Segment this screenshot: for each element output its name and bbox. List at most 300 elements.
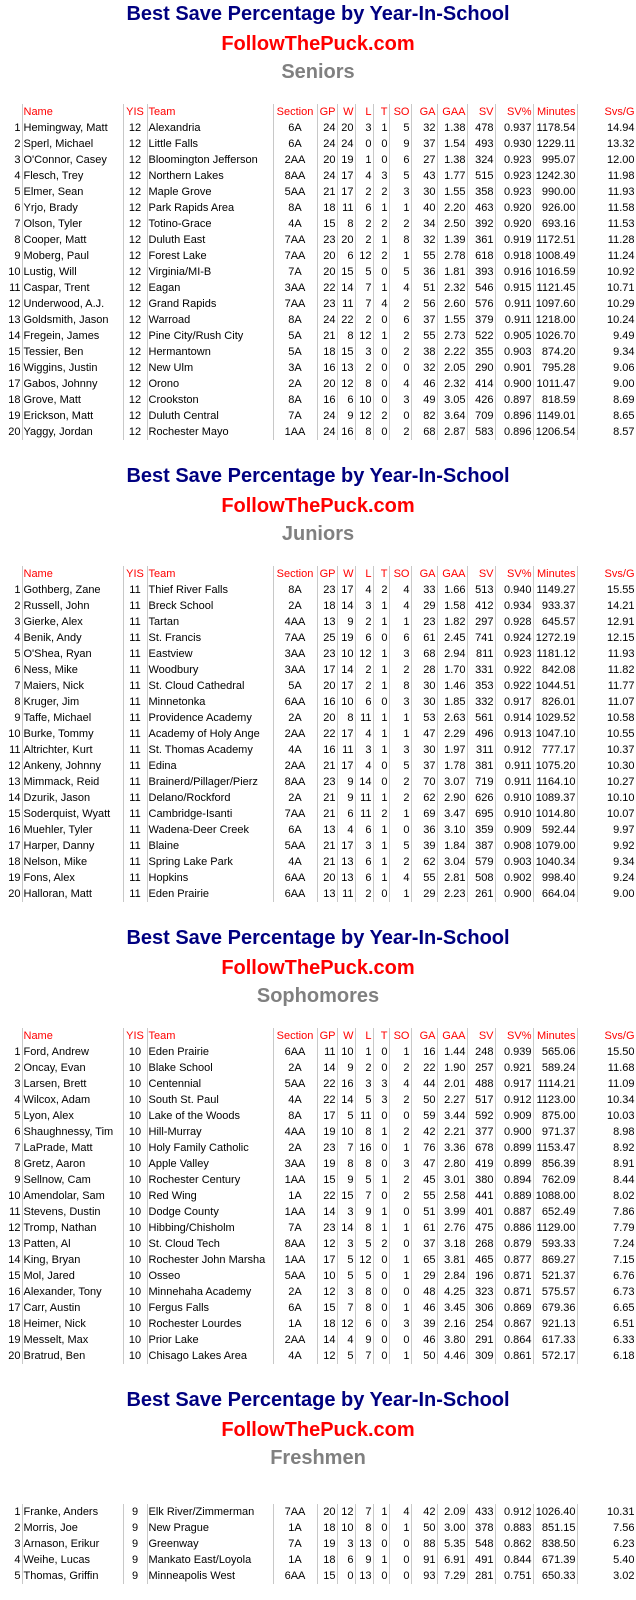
table-cell: 0 bbox=[389, 1284, 411, 1300]
table-cell: 0.930 bbox=[495, 136, 533, 152]
table-cell: 11 bbox=[337, 200, 355, 216]
table-cell: 0.910 bbox=[495, 790, 533, 806]
table-cell: 3.07 bbox=[437, 774, 467, 790]
table-cell: 61 bbox=[411, 1220, 437, 1236]
table-cell: 1047.10 bbox=[533, 726, 577, 742]
table-cell: 0 bbox=[373, 886, 389, 902]
table-cell: 433 bbox=[467, 1504, 495, 1520]
table-cell: 0 bbox=[373, 1568, 389, 1584]
table-cell: 0.924 bbox=[495, 630, 533, 646]
table-cell: Soderquist, Wyatt bbox=[22, 806, 123, 822]
table-cell: 20 bbox=[0, 424, 22, 440]
table-cell: 7A bbox=[273, 264, 317, 280]
table-cell: 20 bbox=[317, 152, 337, 168]
table-cell: 826.01 bbox=[533, 694, 577, 710]
table-cell: 1 bbox=[389, 1300, 411, 1316]
table-row bbox=[0, 1044, 636, 1060]
table-cell: 2A bbox=[273, 790, 317, 806]
table-cell: 2.29 bbox=[437, 726, 467, 742]
table-cell: 8.02 bbox=[577, 1188, 636, 1204]
table-cell: 55 bbox=[411, 1188, 437, 1204]
table-cell: 11.98 bbox=[577, 168, 636, 184]
table-cell: 17 bbox=[0, 1300, 22, 1316]
table-cell: 7 bbox=[0, 216, 22, 232]
table-cell: 1026.40 bbox=[533, 1504, 577, 1520]
table-cell: Wilcox, Adam bbox=[22, 1092, 123, 1108]
table-cell: Benik, Andy bbox=[22, 630, 123, 646]
table-cell: 15 bbox=[317, 1568, 337, 1584]
table-cell: 5 bbox=[0, 1108, 22, 1124]
table-cell: 3 bbox=[355, 1076, 373, 1092]
table-cell: 19 bbox=[337, 630, 355, 646]
table-cell: 4 bbox=[389, 280, 411, 296]
table-cell: 11 bbox=[123, 838, 147, 854]
table-row bbox=[0, 216, 636, 232]
table-cell: 5 bbox=[337, 1108, 355, 1124]
table-cell: 24 bbox=[337, 136, 355, 152]
table-cell: 62 bbox=[411, 854, 437, 870]
table-cell: Rochester Mayo bbox=[147, 424, 273, 440]
header-cell: GA bbox=[411, 104, 437, 120]
header-cell: SV bbox=[467, 104, 495, 120]
table-cell: 3AA bbox=[273, 646, 317, 662]
table-cell: 0 bbox=[337, 1568, 355, 1584]
table-header-row bbox=[0, 1028, 636, 1044]
table-cell: 59 bbox=[411, 1108, 437, 1124]
table-cell: 361 bbox=[467, 232, 495, 248]
table-cell: O'Shea, Ryan bbox=[22, 646, 123, 662]
table-cell: 592.44 bbox=[533, 822, 577, 838]
table-cell: 9.00 bbox=[577, 886, 636, 902]
table-cell: 12 bbox=[317, 1348, 337, 1364]
table-cell: 1.77 bbox=[437, 168, 467, 184]
table-cell: 10 bbox=[0, 1188, 22, 1204]
table-cell: Flesch, Trey bbox=[22, 168, 123, 184]
table-cell: 12 bbox=[123, 136, 147, 152]
table-cell: 18 bbox=[317, 200, 337, 216]
table-cell: 248 bbox=[467, 1044, 495, 1060]
table-row bbox=[0, 1172, 636, 1188]
table-cell: Altrichter, Kurt bbox=[22, 742, 123, 758]
table-cell: Kruger, Jim bbox=[22, 694, 123, 710]
table-cell: 17 bbox=[337, 726, 355, 742]
header-cell: YIS bbox=[123, 1028, 147, 1044]
table-cell: 355 bbox=[467, 344, 495, 360]
header-cell: L bbox=[355, 104, 373, 120]
header-cell: SO bbox=[389, 104, 411, 120]
table-cell: 0.894 bbox=[495, 1172, 533, 1188]
table-cell: 1 bbox=[389, 1220, 411, 1236]
table-cell: 1 bbox=[373, 232, 389, 248]
table-cell: 14 bbox=[337, 1220, 355, 1236]
table-cell: 9 bbox=[123, 1504, 147, 1520]
table-cell: 1044.51 bbox=[533, 678, 577, 694]
table-cell: 1.82 bbox=[437, 614, 467, 630]
table-cell: 7 bbox=[0, 678, 22, 694]
table-cell: 10 bbox=[123, 1220, 147, 1236]
table-cell: 13.32 bbox=[577, 136, 636, 152]
table-cell: 14.21 bbox=[577, 598, 636, 614]
table-cell: 1.44 bbox=[437, 1044, 467, 1060]
table-cell: Dodge County bbox=[147, 1204, 273, 1220]
table-cell: St. Cloud Cathedral bbox=[147, 678, 273, 694]
table-cell: 4 bbox=[389, 376, 411, 392]
table-cell: 20 bbox=[317, 264, 337, 280]
table-cell: 11.82 bbox=[577, 662, 636, 678]
table-cell: 7AA bbox=[273, 248, 317, 264]
table-cell: 1097.60 bbox=[533, 296, 577, 312]
table-cell: Prior Lake bbox=[147, 1332, 273, 1348]
table-cell: 2 bbox=[0, 136, 22, 152]
table-cell: 12 bbox=[355, 646, 373, 662]
table-cell: 11 bbox=[123, 790, 147, 806]
header-cell: Svs/G bbox=[577, 566, 636, 582]
table-row bbox=[0, 790, 636, 806]
table-cell: 546 bbox=[467, 280, 495, 296]
table-cell: 9 bbox=[337, 774, 355, 790]
table-cell: 1A bbox=[273, 1316, 317, 1332]
table-cell: 18 bbox=[317, 344, 337, 360]
table-cell: 2.84 bbox=[437, 1268, 467, 1284]
table-cell: 25 bbox=[317, 630, 337, 646]
table-cell: Olson, Tyler bbox=[22, 216, 123, 232]
table-cell: 10.71 bbox=[577, 280, 636, 296]
table-cell: 18 bbox=[317, 1316, 337, 1332]
table-cell: 8 bbox=[355, 1284, 373, 1300]
table-row bbox=[0, 312, 636, 328]
table-cell: 2.87 bbox=[437, 424, 467, 440]
table-cell: Weihe, Lucas bbox=[22, 1552, 123, 1568]
table-cell: 9 bbox=[0, 710, 22, 726]
table-cell: 3.05 bbox=[437, 392, 467, 408]
header-cell: YIS bbox=[123, 104, 147, 120]
table-cell: 0.867 bbox=[495, 1316, 533, 1332]
table-cell: 1121.45 bbox=[533, 280, 577, 296]
table-cell: 10 bbox=[123, 1284, 147, 1300]
table-cell: 11 bbox=[123, 582, 147, 598]
table-cell: 6 bbox=[389, 312, 411, 328]
table-cell: 1 bbox=[0, 120, 22, 136]
header-cell: Section bbox=[273, 566, 317, 582]
table-cell: 0 bbox=[373, 1316, 389, 1332]
table-cell: 3.45 bbox=[437, 1300, 467, 1316]
table-cell: 10 bbox=[123, 1060, 147, 1076]
table-cell: 652.49 bbox=[533, 1204, 577, 1220]
section-title: Seniors bbox=[281, 61, 355, 83]
table-cell: 2 bbox=[355, 678, 373, 694]
table-cell: 11 bbox=[123, 662, 147, 678]
table-cell: Tromp, Nathan bbox=[22, 1220, 123, 1236]
table-cell: 3 bbox=[373, 168, 389, 184]
table-cell: 14 bbox=[337, 1092, 355, 1108]
table-cell: 1114.21 bbox=[533, 1076, 577, 1092]
table-cell: Cambridge-Isanti bbox=[147, 806, 273, 822]
table-cell: 0.911 bbox=[495, 312, 533, 328]
table-cell: 11 bbox=[123, 678, 147, 694]
table-cell: 21 bbox=[317, 854, 337, 870]
table-cell: 0 bbox=[373, 774, 389, 790]
table-cell: 8.65 bbox=[577, 408, 636, 424]
table-cell: 6 bbox=[355, 854, 373, 870]
table-cell: 11 bbox=[123, 710, 147, 726]
table-cell: 3AA bbox=[273, 280, 317, 296]
table-cell: 475 bbox=[467, 1220, 495, 1236]
table-cell: 4 bbox=[337, 1332, 355, 1348]
table-cell: 3 bbox=[389, 742, 411, 758]
table-cell: 2 bbox=[389, 328, 411, 344]
table-cell: 9 bbox=[355, 1204, 373, 1220]
table-cell: Larsen, Brett bbox=[22, 1076, 123, 1092]
header-cell-rank bbox=[0, 566, 22, 582]
table-cell: 3 bbox=[389, 1316, 411, 1332]
table-cell: 593.33 bbox=[533, 1236, 577, 1252]
header-cell: T bbox=[373, 566, 389, 582]
table-cell: 1075.20 bbox=[533, 758, 577, 774]
table-cell: 36 bbox=[411, 264, 437, 280]
table-cell: 1178.54 bbox=[533, 120, 577, 136]
table-cell: 7AA bbox=[273, 806, 317, 822]
table-cell: 11.93 bbox=[577, 184, 636, 200]
table-cell: 2.76 bbox=[437, 1220, 467, 1236]
header-cell: T bbox=[373, 104, 389, 120]
table-cell: 10 bbox=[123, 1252, 147, 1268]
table-cell: 3.18 bbox=[437, 1236, 467, 1252]
table-cell: 6 bbox=[355, 870, 373, 886]
table-cell: 20 bbox=[0, 886, 22, 902]
table-cell: 22 bbox=[337, 312, 355, 328]
table-cell: Park Rapids Area bbox=[147, 200, 273, 216]
table-cell: 10.10 bbox=[577, 790, 636, 806]
table-cell: 32 bbox=[411, 360, 437, 376]
table-cell: Hermantown bbox=[147, 344, 273, 360]
table-row bbox=[0, 280, 636, 296]
table-cell: 4A bbox=[273, 742, 317, 758]
table-cell: 2.90 bbox=[437, 790, 467, 806]
table-cell: 88 bbox=[411, 1536, 437, 1552]
table-cell: 3 bbox=[355, 120, 373, 136]
table-cell: Blake School bbox=[147, 1060, 273, 1076]
table-cell: 268 bbox=[467, 1236, 495, 1252]
table-cell: 10 bbox=[123, 1044, 147, 1060]
table-row bbox=[0, 710, 636, 726]
table-row bbox=[0, 296, 636, 312]
table-cell: 990.00 bbox=[533, 184, 577, 200]
table-cell: 851.15 bbox=[533, 1520, 577, 1536]
table-cell: 11 bbox=[123, 886, 147, 902]
table-cell: 16 bbox=[317, 742, 337, 758]
table-cell: 16 bbox=[355, 1140, 373, 1156]
table-cell: 20 bbox=[317, 678, 337, 694]
table-row bbox=[0, 184, 636, 200]
table-cell: 5 bbox=[0, 646, 22, 662]
table-cell: 332 bbox=[467, 694, 495, 710]
table-cell: 23 bbox=[317, 232, 337, 248]
table-cell: 9 bbox=[337, 408, 355, 424]
header-cell: SO bbox=[389, 1028, 411, 1044]
table-cell: 11 bbox=[337, 886, 355, 902]
table-cell: 11 bbox=[123, 630, 147, 646]
table-cell: 17 bbox=[337, 838, 355, 854]
table-cell: 1079.00 bbox=[533, 838, 577, 854]
table-cell: 2AA bbox=[273, 152, 317, 168]
table-cell: 0 bbox=[373, 360, 389, 376]
table-cell: 9.06 bbox=[577, 360, 636, 376]
header-cell: Section bbox=[273, 104, 317, 120]
table-cell: 6 bbox=[389, 630, 411, 646]
table-cell: 0.923 bbox=[495, 184, 533, 200]
table-cell: 10 bbox=[123, 1316, 147, 1332]
table-row bbox=[0, 376, 636, 392]
table-cell: 0.864 bbox=[495, 1332, 533, 1348]
table-cell: 0.905 bbox=[495, 328, 533, 344]
table-cell: 11 bbox=[123, 726, 147, 742]
table-cell: Wiggins, Justin bbox=[22, 360, 123, 376]
table-cell: 1 bbox=[389, 710, 411, 726]
table-cell: 4 bbox=[355, 582, 373, 598]
table-cell: 18 bbox=[317, 1552, 337, 1568]
table-cell: 9.92 bbox=[577, 838, 636, 854]
table-cell: Thomas, Griffin bbox=[22, 1568, 123, 1584]
table-cell: 5 bbox=[389, 120, 411, 136]
table-cell: 5 bbox=[389, 758, 411, 774]
table-row bbox=[0, 614, 636, 630]
table-cell: 15 bbox=[0, 344, 22, 360]
table-cell: O'Connor, Casey bbox=[22, 152, 123, 168]
table-cell: 18 bbox=[0, 854, 22, 870]
header-cell: SV% bbox=[495, 1028, 533, 1044]
table-cell: 7.56 bbox=[577, 1520, 636, 1536]
table-cell: 478 bbox=[467, 120, 495, 136]
table-cell: 2 bbox=[355, 312, 373, 328]
table-cell: 1040.34 bbox=[533, 854, 577, 870]
table-cell: Alexander, Tony bbox=[22, 1284, 123, 1300]
table-cell: LaPrade, Matt bbox=[22, 1140, 123, 1156]
table-cell: 5 bbox=[355, 1236, 373, 1252]
table-cell: 2.16 bbox=[437, 1316, 467, 1332]
table-cell: 261 bbox=[467, 886, 495, 902]
table-cell: 838.50 bbox=[533, 1536, 577, 1552]
table-cell: 12 bbox=[337, 1504, 355, 1520]
table-cell: 11 bbox=[123, 870, 147, 886]
table-cell: 1089.37 bbox=[533, 790, 577, 806]
table-cell: 7 bbox=[0, 1140, 22, 1156]
table-cell: 62 bbox=[411, 790, 437, 806]
table-cell: 1242.30 bbox=[533, 168, 577, 184]
table-cell: 0.900 bbox=[495, 1124, 533, 1140]
table-cell: 1 bbox=[373, 1124, 389, 1140]
table-cell: 21 bbox=[317, 790, 337, 806]
table-cell: 2AA bbox=[273, 1332, 317, 1348]
table-cell: 565.06 bbox=[533, 1044, 577, 1060]
table-cell: Yrjo, Brady bbox=[22, 200, 123, 216]
table-cell: 0.862 bbox=[495, 1536, 533, 1552]
table-cell: 5 bbox=[0, 184, 22, 200]
header-cell: W bbox=[337, 104, 355, 120]
table-cell: 2 bbox=[389, 774, 411, 790]
table-cell: 8AA bbox=[273, 774, 317, 790]
table-cell: 1 bbox=[373, 1220, 389, 1236]
table-cell: 2 bbox=[355, 1060, 373, 1076]
table-cell: 695 bbox=[467, 806, 495, 822]
table-cell: 933.37 bbox=[533, 598, 577, 614]
table-cell: 23 bbox=[411, 614, 437, 630]
table-cell: 8.91 bbox=[577, 1156, 636, 1172]
table-cell: Arnason, Erikur bbox=[22, 1536, 123, 1552]
table-cell: 8AA bbox=[273, 1236, 317, 1252]
table-cell: 311 bbox=[467, 742, 495, 758]
table-cell: 53 bbox=[411, 710, 437, 726]
table-cell: Patten, Al bbox=[22, 1236, 123, 1252]
table-cell: 17 bbox=[337, 758, 355, 774]
table-cell: 1 bbox=[389, 1348, 411, 1364]
table-cell: 7.86 bbox=[577, 1204, 636, 1220]
table-cell: 20 bbox=[317, 376, 337, 392]
table-cell: 14 bbox=[0, 1252, 22, 1268]
table-cell: 17 bbox=[337, 168, 355, 184]
table-cell: Sellnow, Cam bbox=[22, 1172, 123, 1188]
table-cell: 9.34 bbox=[577, 344, 636, 360]
table-cell: 9 bbox=[123, 1536, 147, 1552]
table-cell: 10 bbox=[123, 1300, 147, 1316]
table-row bbox=[0, 1536, 636, 1552]
section-title: Sophomores bbox=[256, 985, 380, 1007]
table-cell: 51 bbox=[411, 280, 437, 296]
table-cell: 3 bbox=[389, 646, 411, 662]
table-cell: Lyon, Alex bbox=[22, 1108, 123, 1124]
table-cell: 5 bbox=[389, 168, 411, 184]
table-cell: 5.40 bbox=[577, 1552, 636, 1568]
table-cell: Osseo bbox=[147, 1268, 273, 1284]
table-cell: 1A bbox=[273, 1188, 317, 1204]
stats-table bbox=[0, 104, 636, 440]
table-cell: 0.902 bbox=[495, 870, 533, 886]
table-cell: 12 bbox=[337, 1316, 355, 1332]
table-cell: 6 bbox=[337, 248, 355, 264]
table-cell: 2 bbox=[355, 184, 373, 200]
table-cell: 10 bbox=[123, 1188, 147, 1204]
table-cell: Edina bbox=[147, 758, 273, 774]
table-cell: 995.07 bbox=[533, 152, 577, 168]
table-cell: 18 bbox=[317, 598, 337, 614]
table-cell: 32 bbox=[411, 232, 437, 248]
table-cell: 645.57 bbox=[533, 614, 577, 630]
table-cell: 3 bbox=[0, 152, 22, 168]
table-cell: 29 bbox=[411, 1268, 437, 1284]
header-cell: SV% bbox=[495, 566, 533, 582]
table-cell: 1 bbox=[389, 1268, 411, 1284]
table-cell: Underwood, A.J. bbox=[22, 296, 123, 312]
table-cell: 1.81 bbox=[437, 264, 467, 280]
table-cell: 4AA bbox=[273, 1124, 317, 1140]
table-cell: Gothberg, Zane bbox=[22, 582, 123, 598]
table-row bbox=[0, 1520, 636, 1536]
table-cell: 412 bbox=[467, 598, 495, 614]
table-cell: 1 bbox=[373, 662, 389, 678]
table-cell: 12 bbox=[317, 1236, 337, 1252]
table-cell: 0.887 bbox=[495, 1204, 533, 1220]
table-cell: 0 bbox=[373, 344, 389, 360]
table-cell: 34 bbox=[411, 216, 437, 232]
table-cell: 0 bbox=[373, 376, 389, 392]
table-cell: 874.20 bbox=[533, 344, 577, 360]
table-cell: 16 bbox=[0, 1284, 22, 1300]
table-cell: 7.29 bbox=[437, 1568, 467, 1584]
table-cell: 12 bbox=[123, 408, 147, 424]
table-cell: 811 bbox=[467, 646, 495, 662]
table-cell: 1 bbox=[389, 726, 411, 742]
table-cell: 5A bbox=[273, 328, 317, 344]
table-cell: 0.919 bbox=[495, 232, 533, 248]
